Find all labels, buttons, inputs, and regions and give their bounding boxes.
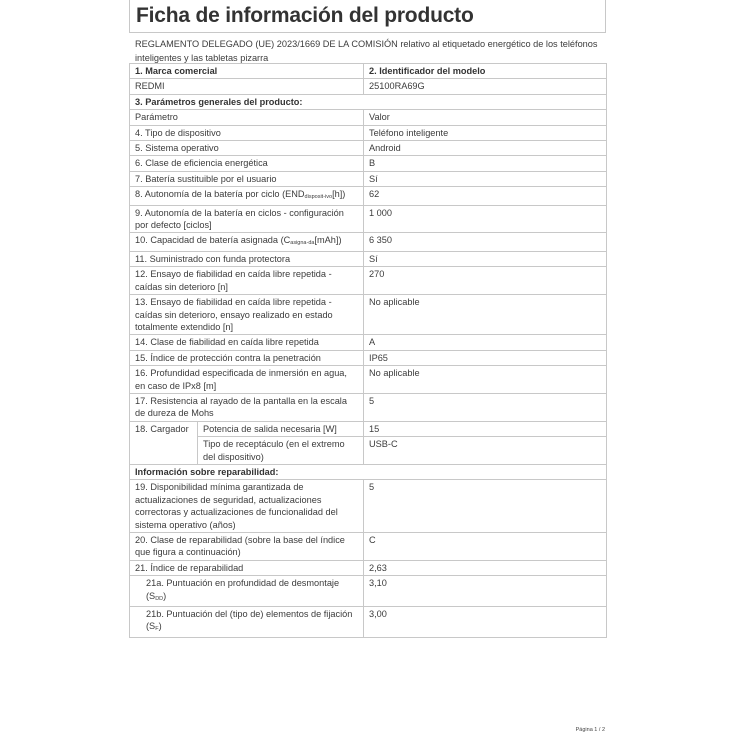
param-value: IP65 [364, 350, 607, 365]
param-value: 62 [364, 187, 607, 205]
param-label [130, 205, 364, 233]
param-label [130, 480, 364, 533]
value-header: Valor [364, 110, 607, 125]
param-label-text: 11. Suministrado con funda protectora [135, 253, 291, 264]
param-label-tail: ) [158, 621, 162, 632]
param-label [130, 560, 364, 575]
brand-value: REDMI [130, 79, 364, 94]
brand-label: 1. Marca comercial [130, 64, 364, 79]
param-label-text: 6. Clase de eficiencia energética [135, 158, 268, 169]
param-value: 2,63 [364, 560, 607, 575]
param-label-tail: [h]) [332, 189, 346, 200]
page-title: Ficha de información del producto [136, 4, 474, 27]
table-row [130, 156, 607, 171]
model-value: 25100RA69G [364, 79, 607, 94]
param-label [130, 187, 364, 205]
param-value: Sí [364, 251, 607, 266]
table-row [130, 187, 607, 205]
table-row [130, 233, 607, 251]
param-header: Parámetro [130, 110, 364, 125]
param-label [130, 366, 364, 394]
param-label [130, 335, 364, 350]
param-label [130, 141, 364, 156]
param-label [130, 233, 364, 251]
table-row [130, 576, 607, 607]
param-value: No aplicable [364, 366, 607, 394]
param-label-text: 16. Profundidad especificada de inmersión en agua, en caso de IPx8 [m] [135, 368, 347, 391]
param-value: 270 [364, 267, 607, 295]
param-label-text: 8. Autonomía de la batería por ciclo (END [135, 189, 305, 200]
param-value: Sí [364, 171, 607, 186]
param-label-subscript: asigna-da [290, 240, 315, 247]
charger-power-label: Potencia de salida necesaria [W] [198, 421, 364, 436]
table-row [130, 205, 607, 233]
param-label [130, 607, 364, 638]
regulation-intro: REGLAMENTO DELEGADO (UE) 2023/1669 DE LA COMISIÓN relativo al etiquetado energético de los teléfonos inteligentes y las tabletas pizarra [135, 39, 598, 63]
param-label-text: 21. Índice de reparabilidad [135, 562, 244, 573]
table-row [130, 560, 607, 575]
param-label-text: 19. Disponibilidad mínima garantizada de actualizaciones de seguridad, actualizaciones correctoras y actualizaciones de funcionalidad del sistema operativo (años) [135, 482, 338, 530]
table-row [130, 335, 607, 350]
param-value: 5 [364, 480, 607, 533]
section-general-title: 3. Parámetros generales del producto: [130, 94, 607, 109]
param-header-row [130, 110, 607, 125]
page-number: Página 1 / 2 [575, 727, 605, 733]
charger-row [130, 437, 607, 465]
param-label [130, 267, 364, 295]
param-label-text: 9. Autonomía de la batería en ciclos - configuración por defecto [ciclos] [135, 207, 344, 231]
param-label [130, 171, 364, 186]
param-label [130, 350, 364, 365]
table-row [130, 267, 607, 295]
param-label [130, 125, 364, 140]
brand-value-row [130, 79, 607, 94]
section-repair-row [130, 464, 607, 479]
param-value: 1 000 [364, 205, 607, 233]
param-label [130, 533, 364, 561]
charger-receptacle-value: USB-C [364, 437, 607, 465]
param-label-subscript: DD [155, 595, 164, 602]
param-label-subscript: F [155, 626, 159, 633]
table-row [130, 533, 607, 561]
param-label-text: 15. Índice de protección contra la penetración [135, 352, 321, 363]
param-value: B [364, 156, 607, 171]
table-row [130, 125, 607, 140]
param-label-text: 4. Tipo de dispositivo [135, 127, 221, 138]
table-row [130, 607, 607, 638]
table-row [130, 295, 607, 335]
table-row [130, 350, 607, 365]
param-label-text: 5. Sistema operativo [135, 143, 219, 154]
param-label-text: 21a. Puntuación en profundidad de desmontaje (S [146, 578, 340, 601]
param-label-text: 17. Resistencia al rayado de la pantalla en la escala de dureza de Mohs [135, 395, 347, 419]
param-label [130, 393, 364, 421]
section-repair-title: Información sobre reparabilidad: [130, 464, 607, 479]
param-value: C [364, 533, 607, 561]
charger-receptacle-label: Tipo de receptáculo (en el extremo del dispositivo) [198, 437, 364, 465]
title-box [129, 0, 606, 33]
charger-power-value: 15 [364, 421, 607, 436]
param-label-text: 14. Clase de fiabilidad en caída libre repetida [135, 337, 319, 348]
table-row [130, 171, 607, 186]
param-label-text: 20. Clase de reparabilidad (sobre la base del índice que figura a continuación) [135, 535, 345, 558]
section-general-row [130, 94, 607, 109]
table-row [130, 141, 607, 156]
table-row [130, 480, 607, 533]
product-table [129, 63, 607, 638]
param-label-text: 12. Ensayo de fiabilidad en caída libre repetida - caídas sin deterioro [n] [135, 269, 332, 292]
param-label [130, 156, 364, 171]
model-label: 2. Identificador del modelo [364, 64, 607, 79]
charger-label: 18. Cargador [130, 421, 198, 464]
param-value: 3,00 [364, 607, 607, 638]
param-label-text: 7. Batería sustituible por el usuario [135, 173, 277, 184]
table-row [130, 366, 607, 394]
brand-header-row [130, 64, 607, 79]
param-value: 6 350 [364, 233, 607, 251]
param-value: 3,10 [364, 576, 607, 607]
param-value: No aplicable [364, 295, 607, 335]
product-info-sheet [129, 0, 606, 638]
param-value: 5 [364, 393, 607, 421]
param-label [130, 295, 364, 335]
param-label-subscript: disposit-ivo [304, 194, 333, 201]
param-label [130, 251, 364, 266]
param-value: Android [364, 141, 607, 156]
param-value: Teléfono inteligente [364, 125, 607, 140]
table-row [130, 393, 607, 421]
param-label-tail: ) [163, 590, 167, 601]
param-value: A [364, 335, 607, 350]
param-label-text: 21b. Puntuación del (tipo de) elementos de fijación (S [146, 609, 353, 632]
param-label [130, 576, 364, 607]
param-label-tail: [mAh]) [314, 235, 342, 246]
table-row [130, 251, 607, 266]
param-label-text: 10. Capacidad de batería asignada (C [135, 235, 291, 246]
param-label-text: 13. Ensayo de fiabilidad en caída libre repetida - caídas sin deterioro, ensayo realizado en estado totalmente extendido [n] [135, 297, 333, 332]
charger-row [130, 421, 607, 436]
